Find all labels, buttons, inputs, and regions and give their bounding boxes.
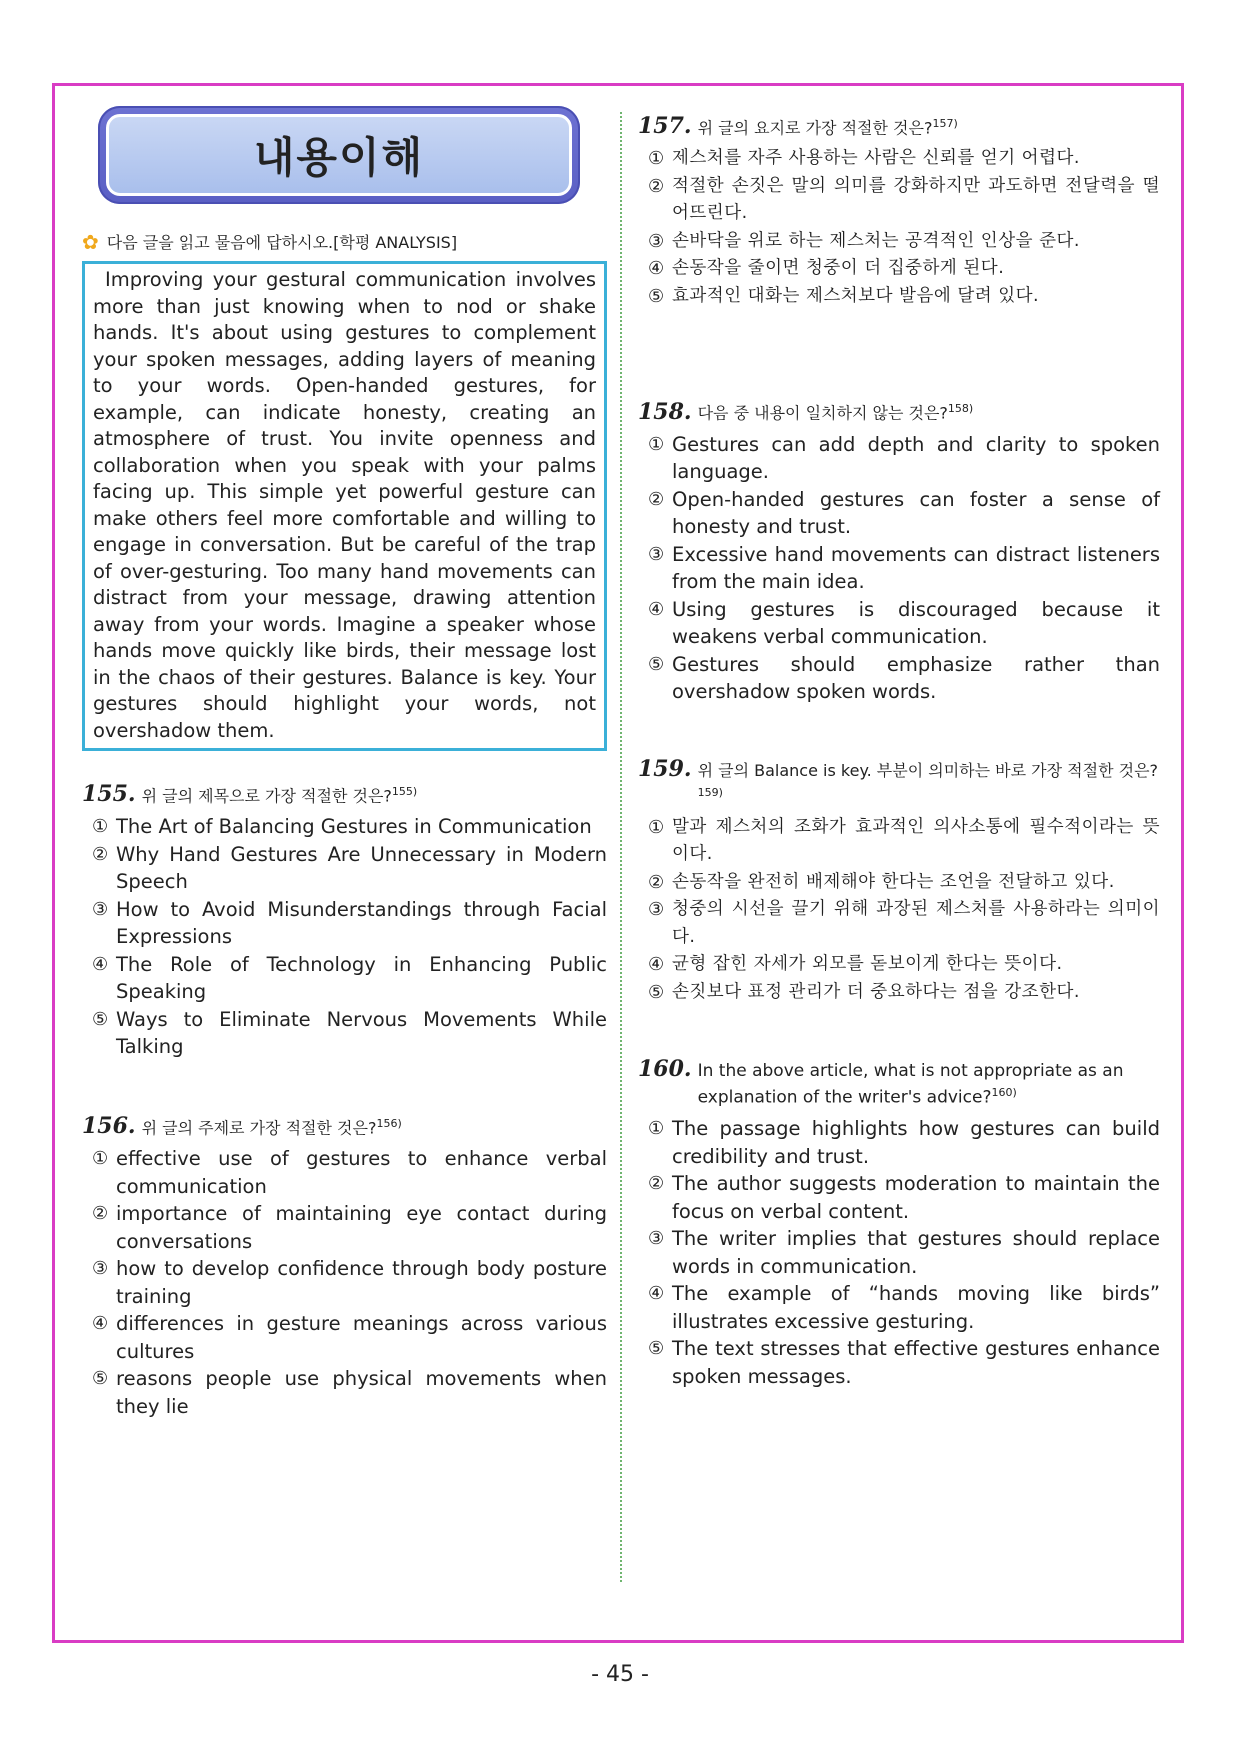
option-marker: ⑤ (92, 1008, 109, 1030)
option-text: How to Avoid Misunderstandings through Facial Expressions (116, 897, 607, 949)
question-prompt (142, 1113, 607, 1139)
option-4[interactable] (638, 596, 1160, 651)
option-marker: ② (648, 488, 665, 510)
option-text: 손동작을 완전히 배제해야 한다는 조언을 전달하고 있다. (672, 871, 1115, 892)
question-prompt-text: 위 글의 요지로 가장 적절한 것은? (697, 118, 933, 138)
option-3[interactable] (638, 896, 1160, 951)
option-text: Using gestures is discouraged because it weakens verbal communication. (672, 597, 1160, 649)
option-text: The text stresses that effective gestures enhance spoken messages. (672, 1337, 1160, 1388)
option-3[interactable] (638, 1225, 1160, 1280)
option-marker: ⑤ (648, 285, 665, 307)
instruction-text: 다음 글을 읽고 물음에 답하시오.[학평 ANALYSIS] (106, 233, 458, 252)
right-column (638, 113, 1160, 1390)
flower-icon: ✿ (82, 229, 99, 254)
option-5[interactable] (638, 1335, 1160, 1390)
question-157 (638, 113, 1160, 310)
option-2[interactable] (638, 1170, 1160, 1225)
option-1[interactable] (638, 431, 1160, 486)
option-text: 손짓보다 표정 관리가 더 중요하다는 점을 강조한다. (672, 981, 1080, 1002)
option-text: 손동작을 줄이면 청중이 더 집중하게 된다. (672, 258, 1005, 279)
option-5[interactable] (82, 1365, 607, 1420)
option-marker: ⑤ (648, 1338, 665, 1360)
question-prompt (698, 398, 1160, 424)
question-156 (82, 1113, 607, 1420)
option-text: differences in gesture meanings across various cultures (116, 1312, 607, 1363)
option-1[interactable] (638, 1115, 1160, 1170)
option-marker: ⑤ (648, 981, 665, 1003)
option-marker: ① (92, 816, 109, 838)
page-number: - 45 - (591, 1662, 649, 1687)
question-number: 160. (638, 1056, 692, 1083)
question-155 (82, 781, 607, 1061)
option-2[interactable] (638, 869, 1160, 897)
section-title: 내용이해 (253, 133, 425, 182)
option-1[interactable] (82, 1145, 607, 1200)
question-number: 159. (638, 755, 692, 782)
option-marker: ④ (648, 1283, 665, 1305)
option-marker: ⑤ (92, 1368, 109, 1390)
option-1[interactable] (82, 813, 607, 841)
option-text: The passage highlights how gestures can build credibility and trust. (672, 1117, 1160, 1168)
option-marker: ② (648, 175, 665, 197)
option-3[interactable] (82, 1255, 607, 1310)
option-marker: ③ (92, 898, 109, 920)
option-text: reasons people use physical movements when they lie (116, 1367, 607, 1418)
question-159 (638, 755, 1160, 1007)
question-header (638, 398, 1160, 424)
options-list (638, 814, 1160, 1007)
option-marker: ① (648, 1118, 665, 1140)
option-marker: ③ (648, 230, 665, 252)
option-2[interactable] (82, 1200, 607, 1255)
question-prompt-text: In the above article, what is not appropriate as an explanation of the writer's advice? (697, 1061, 1124, 1109)
question-prompt (142, 781, 607, 807)
option-marker: ① (92, 1148, 109, 1170)
option-marker: ③ (648, 1228, 665, 1250)
option-text: The writer implies that gestures should replace words in communication. (672, 1227, 1160, 1278)
option-text: The author suggests moderation to maintain the focus on verbal content. (672, 1172, 1160, 1223)
question-ref: 155) (391, 785, 418, 798)
option-1[interactable] (638, 814, 1160, 869)
instruction-line (82, 230, 607, 253)
option-marker: ③ (648, 543, 665, 565)
options-list (638, 1115, 1160, 1390)
option-marker: ② (92, 1203, 109, 1225)
option-text: Gestures should emphasize rather than overshadow spoken words. (672, 652, 1160, 704)
option-text: Ways to Eliminate Nervous Movements While Talking (116, 1007, 607, 1059)
question-prompt (698, 113, 1160, 139)
question-158 (638, 398, 1160, 705)
question-prompt (698, 760, 1160, 808)
option-marker: ② (648, 1173, 665, 1195)
option-marker: ④ (648, 258, 665, 280)
option-3[interactable] (638, 541, 1160, 596)
question-ref: 158) (947, 402, 974, 416)
option-text: 말과 제스처의 조화가 효과적인 의사소통에 필수적이라는 뜻이다. (672, 816, 1160, 865)
question-ref: 159) (697, 785, 723, 799)
question-number: 155. (82, 781, 136, 808)
option-1[interactable] (638, 145, 1160, 173)
option-text: importance of maintaining eye contact during conversations (116, 1202, 607, 1253)
question-prompt-text: 위 글의 주제로 가장 적절한 것은? (141, 1118, 377, 1138)
option-text: Excessive hand movements can distract listeners from the main idea. (672, 542, 1160, 594)
question-ref: 160) (991, 1086, 1017, 1100)
question-header (638, 113, 1160, 139)
option-text: 제스처를 자주 사용하는 사람은 신뢰를 얻기 어렵다. (672, 148, 1080, 169)
question-prompt-text: 위 글의 Balance is key. 부분이 의미하는 바로 가장 적절한 것은? (697, 760, 1159, 780)
option-marker: ③ (648, 899, 665, 921)
option-text: 효과적인 대화는 제스처보다 발음에 달려 있다. (672, 285, 1040, 306)
option-marker: ① (648, 433, 665, 455)
option-text: 손바닥을 위로 하는 제스처는 공격적인 인상을 준다. (672, 230, 1080, 251)
option-text: Open-handed gestures can foster a sense of honesty and trust. (672, 487, 1160, 539)
option-5[interactable] (638, 283, 1160, 311)
option-4[interactable] (638, 951, 1160, 979)
option-text: Why Hand Gestures Are Unnecessary in Modern Speech (116, 842, 607, 894)
section-title-banner (98, 106, 580, 204)
question-prompt (698, 1060, 1160, 1109)
option-marker: ⑤ (648, 653, 665, 675)
question-prompt-text: 다음 중 내용이 일치하지 않는 것은? (697, 403, 948, 423)
option-marker: ① (648, 816, 665, 838)
option-4[interactable] (82, 951, 607, 1006)
question-header (82, 1113, 607, 1139)
question-number: 158. (638, 398, 692, 425)
option-marker: ④ (92, 953, 109, 975)
option-marker: ③ (92, 1258, 109, 1280)
option-text: effective use of gestures to enhance verbal communication (116, 1147, 607, 1198)
option-3[interactable] (82, 896, 607, 951)
question-number: 157. (638, 113, 692, 140)
option-2[interactable] (82, 841, 607, 896)
option-4[interactable] (638, 255, 1160, 283)
option-marker: ④ (648, 954, 665, 976)
question-ref: 157) (932, 117, 958, 130)
options-list (638, 431, 1160, 706)
option-5[interactable] (638, 979, 1160, 1007)
option-text: The Role of Technology in Enhancing Public Speaking (116, 952, 607, 1004)
option-marker: ① (648, 148, 665, 170)
options-list (638, 145, 1160, 310)
option-5[interactable] (638, 651, 1160, 706)
left-column (82, 106, 607, 1420)
question-number: 156. (82, 1113, 136, 1140)
question-header (638, 755, 1160, 808)
option-text: 균형 잡힌 자세가 외모를 돋보이게 한다는 뜻이다. (672, 954, 1063, 975)
option-marker: ④ (648, 598, 665, 620)
options-list (82, 1145, 607, 1420)
option-text: The example of “hands moving like birds” illustrates excessive gesturing. (672, 1282, 1160, 1333)
question-160 (638, 1058, 1160, 1390)
column-divider (620, 112, 622, 1582)
option-text: The Art of Balancing Gestures in Communication (116, 815, 592, 839)
option-3[interactable] (638, 228, 1160, 256)
options-list (82, 813, 607, 1061)
option-text: 청중의 시선을 끌기 위해 과장된 제스처를 사용하라는 의미이다. (672, 899, 1160, 947)
question-prompt-text: 위 글의 제목으로 가장 적절한 것은? (141, 786, 392, 806)
option-5[interactable] (82, 1006, 607, 1061)
question-header (82, 781, 607, 807)
option-marker: ② (92, 843, 109, 865)
section-title-box (106, 114, 572, 196)
option-text: 적절한 손짓은 말의 의미를 강화하지만 과도하면 전달력을 떨어뜨린다. (672, 175, 1160, 224)
option-4[interactable] (638, 1280, 1160, 1335)
option-marker: ② (648, 871, 665, 893)
reading-passage: Improving your gestural communication involves more than just knowing when to nod or shake hands. It's about using gestures to complement your spoken messages, adding layers of meaning to your words. Open-handed gestures, for example, can indicate honesty, creating an atmosphere of trust. You invite openness and collaboration when you speak with your palms facing up. This simple yet powerful gesture can make others feel more comfortable and willing to engage in conversation. But be careful of the trap of over-gesturing. Too many hand movements can distract from your message, drawing attention away from your words. Imagine a speaker whose hands move quickly like birds, their message lost in the chaos of their gestures. Balance is key. Your gestures should highlight your words, not overshadow them. (82, 261, 607, 751)
option-4[interactable] (82, 1310, 607, 1365)
option-2[interactable] (638, 173, 1160, 228)
option-2[interactable] (638, 486, 1160, 541)
option-marker: ④ (92, 1313, 109, 1335)
question-ref: 156) (376, 1116, 402, 1130)
question-header (638, 1058, 1160, 1109)
option-text: Gestures can add depth and clarity to spoken language. (672, 432, 1160, 484)
option-text: how to develop confidence through body posture training (116, 1257, 607, 1308)
